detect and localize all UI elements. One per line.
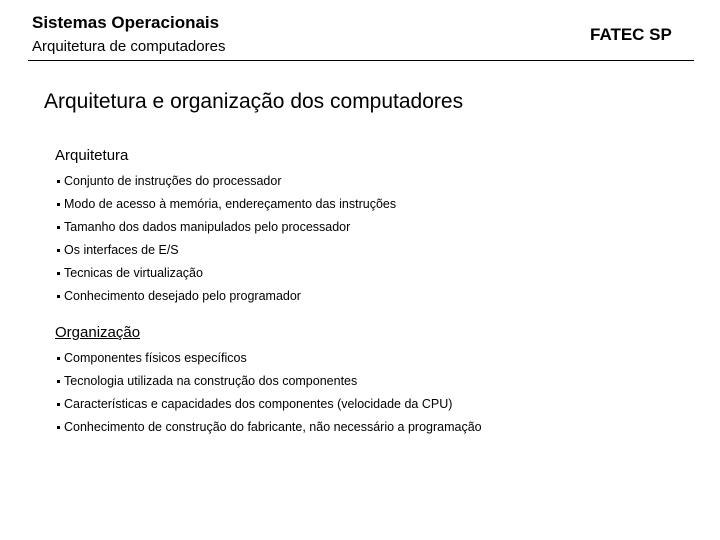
section-heading-arquitetura: Arquitetura <box>55 147 129 164</box>
bullet-item: Componentes físicos específicos <box>55 347 482 370</box>
bullet-item: Tecnologia utilizada na construção dos componentes <box>55 370 482 393</box>
bullet-item: Os interfaces de E/S <box>55 239 396 262</box>
header-divider <box>28 60 694 61</box>
bullet-list-organizacao <box>55 347 482 439</box>
course-title: Sistemas Operacionais <box>32 13 220 32</box>
bullet-item: Características e capacidades dos componentes (velocidade da CPU) <box>55 393 482 416</box>
institution-label: FATEC SP <box>590 25 672 44</box>
bullet-item: Conjunto de instruções do processador <box>55 170 396 193</box>
section-arquitetura <box>55 147 396 308</box>
section-organizacao <box>55 324 482 439</box>
bullet-item: Tecnicas de virtualização <box>55 262 396 285</box>
bullet-item: Conhecimento de construção do fabricante, não necessário a programação <box>55 416 482 439</box>
bullet-item: Tamanho dos dados manipulados pelo processador <box>55 216 396 239</box>
bullet-list-arquitetura <box>55 170 396 308</box>
section-heading-organizacao: Organização <box>55 324 141 341</box>
slide-header <box>0 0 720 64</box>
bullet-item: Conhecimento desejado pelo programador <box>55 285 396 308</box>
bullet-item: Modo de acesso à memória, endereçamento das instruções <box>55 193 396 216</box>
course-subtitle: Arquitetura de computadores <box>32 38 226 55</box>
slide-title: Arquitetura e organização dos computadores <box>44 90 464 113</box>
